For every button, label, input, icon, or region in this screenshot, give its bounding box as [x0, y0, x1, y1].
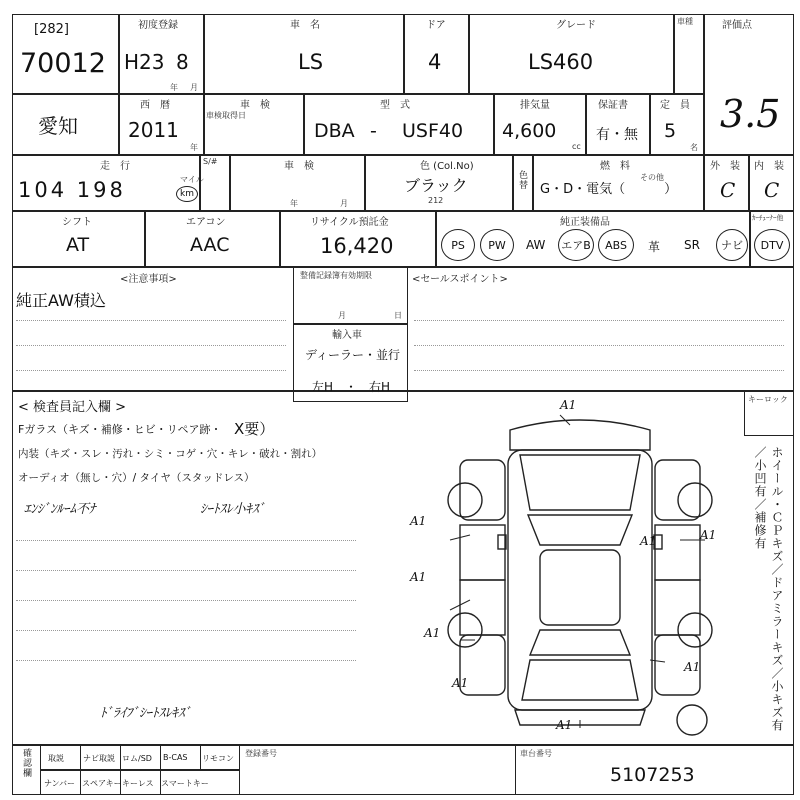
- model-prefix: DBA: [314, 120, 355, 142]
- note-line: [414, 370, 784, 371]
- steering: 左H ・ 右H: [312, 380, 391, 394]
- color-change: 色替: [517, 170, 527, 190]
- fuel-other: その他: [640, 173, 664, 182]
- wheel-rear-left: [448, 613, 482, 647]
- chassis-label: 車台番号: [520, 749, 552, 758]
- inspect-label: 車 検: [240, 100, 270, 111]
- inspector-title: < 検査員記入欄 >: [18, 400, 127, 415]
- equip-abs: ABS: [598, 229, 634, 261]
- equip-pw: PW: [480, 229, 514, 261]
- grade-label: グレード: [556, 20, 596, 31]
- mark-a1-right-door: A1: [640, 534, 657, 548]
- mark-a1-left-front: A1: [410, 514, 427, 528]
- right-front-fender: [655, 460, 700, 520]
- warranty: 有・無: [596, 127, 638, 143]
- sales-label: <セールスポイント>: [412, 274, 508, 285]
- reg-year: H23: [124, 50, 165, 74]
- recycle: 16,420: [320, 234, 394, 258]
- equip-label: 純正装備品: [560, 217, 610, 228]
- left-front-door: [460, 525, 505, 580]
- windshield: [528, 515, 632, 545]
- interior: C: [764, 178, 780, 202]
- wheel-front-right: [678, 483, 712, 517]
- mileage-unit-km: km: [176, 186, 198, 202]
- color-label: 色 (Col.No): [420, 161, 474, 172]
- fglass-mark: X要）: [234, 420, 275, 438]
- recordbook-day: 日: [394, 311, 402, 320]
- mark-a1-right-rear: A1: [684, 660, 701, 674]
- color-no: 212: [428, 196, 444, 205]
- ac-label: エアコン: [186, 217, 226, 228]
- note-line: [16, 630, 356, 631]
- color: ブラック: [404, 176, 468, 195]
- recycle-label: リサイクル預託金: [310, 217, 389, 228]
- note-line: [414, 345, 784, 346]
- fuel: G・D・電気（ ）: [540, 182, 678, 197]
- model-year-unit: 年: [190, 143, 198, 152]
- note-line: [16, 320, 286, 321]
- rating: 3.5: [720, 92, 781, 136]
- cc-label: 排気量: [520, 100, 550, 111]
- mileage: 104 198: [18, 178, 126, 202]
- spare-wheel: [677, 705, 707, 735]
- note-line: [16, 345, 286, 346]
- cc: 4,600: [502, 120, 557, 142]
- caution-text: 純正AW積込: [16, 291, 106, 310]
- hood: [520, 455, 640, 510]
- left-rear-door: [460, 580, 505, 635]
- check-keyless: キーレス: [122, 779, 154, 788]
- equip-sr: SR: [684, 238, 700, 252]
- mark-a1-right-front: A1: [700, 528, 717, 542]
- kind-label: 車種: [677, 17, 693, 26]
- mark-a1-left-bumper: A1: [452, 676, 469, 690]
- model-year-label: 西 暦: [140, 100, 170, 111]
- hand-note-2: ﾄﾞﾗｲﾌﾞｼｰﾄｽﾚｷｽﾞ: [100, 706, 191, 721]
- recordbook-month: 月: [338, 311, 346, 320]
- mark-a1-rear: A1: [556, 718, 573, 732]
- note-line: [16, 660, 356, 661]
- shift-label: シフト: [62, 217, 92, 228]
- mileage-label: 走 行: [100, 161, 130, 172]
- lot-number: 70012: [20, 48, 106, 79]
- seats-label: 定 員: [660, 100, 690, 111]
- mark-a1-left-door: A1: [410, 570, 427, 584]
- rear-window: [530, 630, 630, 655]
- import-label: 輸入車: [332, 330, 362, 341]
- note-line: [16, 370, 286, 371]
- hand-note-1: ｴﾝｼﾞﾝﾙｰﾑ不ﾅ: [24, 502, 96, 517]
- shaken-year: 年: [290, 199, 298, 208]
- right-rear-door: [655, 580, 700, 635]
- doors-label: ドア: [426, 20, 446, 31]
- model-label: 型 式: [380, 100, 410, 111]
- check-label: 確認欄: [21, 748, 31, 778]
- grade: LS460: [528, 50, 594, 74]
- reg-no-label: 登録番号: [245, 749, 277, 758]
- shaken-label: 車 検: [284, 161, 314, 172]
- equip-dtv: DTV: [754, 229, 790, 261]
- warranty-label: 保証書: [598, 100, 628, 111]
- equip-airbag: エアB: [558, 229, 594, 261]
- exterior-label: 外 装: [710, 161, 740, 172]
- reg-unit-year: 年: [170, 83, 178, 92]
- equip-leather: 革: [648, 240, 661, 254]
- check-spare-key: スペアキー: [82, 779, 122, 788]
- recordbook-label: 整備記録簿有効期限: [300, 271, 372, 280]
- check-manual: 取説: [48, 754, 64, 763]
- equip-navi: ナビ: [716, 229, 748, 261]
- car-name: LS: [298, 50, 324, 74]
- interior-label: 内 装: [754, 161, 784, 172]
- fuel-label: 燃 料: [600, 161, 630, 172]
- note-line: [16, 540, 356, 541]
- audio-line: オーディオ（無し・穴）/ タイヤ（スタッドレス）: [18, 472, 255, 484]
- car-name-label: 車 名: [290, 20, 320, 31]
- right-front-door: [655, 525, 700, 580]
- side-note: ホイール・ＣＰキズ／ドアミラーキズ／小キズ有／小凹有／補修有: [753, 446, 784, 732]
- reg-unit-month: 月: [190, 83, 198, 92]
- inspect-note: 車検取得日: [206, 111, 246, 120]
- odo-label: S/#: [203, 157, 218, 166]
- mark-a1-front: A1: [560, 398, 577, 412]
- fglass-line: Fガラス（キズ・補修・ヒビ・リペア跡・: [18, 423, 222, 436]
- check-smart-key: スマートキー: [161, 779, 209, 788]
- left-front-fender: [460, 460, 505, 520]
- caution-label: <注意事項>: [120, 274, 177, 285]
- keylock-label: キーロック: [748, 395, 788, 404]
- equip-aw: AW: [526, 238, 546, 252]
- front-bumper-outline: [510, 420, 650, 450]
- doors: 4: [428, 50, 442, 74]
- body-outline: [508, 450, 652, 710]
- hand-note-3: ｼｰﾄｽﾚ小ｷｽﾞ: [200, 502, 266, 517]
- cc-unit: cc: [572, 142, 581, 151]
- check-bcas: B-CAS: [163, 753, 188, 762]
- model-code: USF40: [402, 120, 464, 142]
- lot-bracket: [282]: [34, 22, 69, 37]
- mileage-unit-top: マイル: [180, 175, 204, 184]
- reg-year-label: 初度登録: [138, 20, 178, 31]
- ac: AAC: [190, 234, 230, 256]
- equip-ps: PS: [441, 229, 475, 261]
- note-line: [414, 320, 784, 321]
- seats: 5: [664, 120, 677, 142]
- exterior: C: [720, 178, 736, 202]
- rating-label: 評価点: [722, 20, 752, 31]
- check-remote: リモコン: [202, 754, 234, 763]
- shift: AT: [66, 234, 90, 256]
- note-line: [16, 600, 356, 601]
- wheel-rear-right: [678, 613, 712, 647]
- check-rom-sd: ロム/SD: [122, 754, 152, 763]
- navi-type-label: ｶｰﾁｭｰﾅｰ他: [752, 214, 784, 222]
- interior-line: 内装（キズ・スレ・汚れ・シミ・コゲ・穴・キレ・破れ・割れ）: [18, 448, 323, 460]
- check-plate: ナンバー: [44, 779, 76, 788]
- trunk: [522, 660, 638, 700]
- roof: [540, 550, 620, 625]
- reg-month: 8: [176, 50, 189, 74]
- mark-a1-left-rear: A1: [424, 626, 441, 640]
- check-navi-manual: ナビ取説: [83, 754, 115, 763]
- model-year: 2011: [128, 118, 179, 142]
- model-dash: -: [370, 120, 377, 142]
- note-line: [16, 570, 356, 571]
- area: 愛知: [38, 114, 78, 138]
- chassis: 5107253: [610, 764, 695, 786]
- shaken-month: 月: [340, 199, 348, 208]
- seats-unit: 名: [690, 143, 698, 152]
- wheel-front-left: [448, 483, 482, 517]
- import-type: ディーラー・並行: [305, 348, 401, 362]
